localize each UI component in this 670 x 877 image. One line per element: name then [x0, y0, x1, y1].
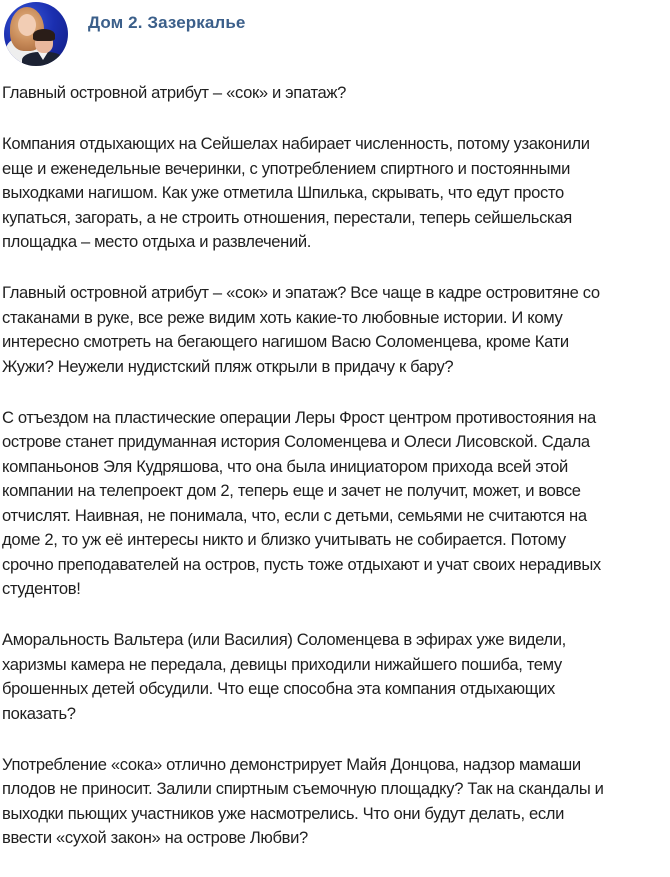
paragraph-line: компаньонов Эля Кудряшова, что она была инициатором прихода всей этой — [2, 456, 568, 476]
paragraph-line: Аморальность Вальтера (или Василия) Соломенцева в эфирах уже видели, — [2, 630, 566, 649]
paragraph-line: плодов не приносит. Залили спиртным съемочную площадку? Так на скандалы и — [2, 779, 604, 798]
paragraph-line: харизмы камера не передала, девицы приходили нижайшего пошиба, тему — [2, 654, 562, 674]
paragraph-line: купаться, загорать, а не строить отношения, перестали, теперь сейшельская — [2, 207, 572, 227]
paragraph-2 — [2, 281, 670, 379]
paragraph-line: С отъездом на пластические операции Леры Фрост центром противостояния на — [2, 407, 596, 427]
paragraph-line: компании на телепроект дом 2, теперь еще и зачет не получит, может, и вовсе — [2, 481, 581, 500]
paragraph-5 — [2, 753, 670, 851]
paragraph-line: показать? — [2, 703, 76, 723]
paragraph-line: студентов! — [2, 579, 81, 598]
headline-text: Главный островной атрибут – «сок» и эпатаж? — [2, 83, 347, 102]
paragraph-line: выходками нагишом. Как уже отметила Шпилька, скрывать, что едут просто — [2, 183, 564, 202]
community-name-link[interactable]: Дом 2. Зазеркалье — [88, 13, 246, 32]
paragraph-line: брошенных детей обсудили. Что еще способна эта компания отдыхающих — [2, 679, 555, 698]
paragraph-3 — [2, 406, 670, 602]
paragraph-line: Компания отдыхающих на Сейшелах набирает численность, потому узаконили — [2, 134, 590, 153]
paragraph-line: срочно преподавателей на остров, пусть тоже отдыхают и учат своих нерадивых — [2, 554, 601, 574]
avatar-photo-figure — [33, 29, 55, 41]
paragraph-line: площадка – место отдыха и развлечений. — [2, 232, 312, 251]
paragraph-line: доме 2, то уж её интересы никто и близко учитывать не собирается. Потому — [2, 530, 566, 549]
paragraph-line: ввести «сухой закон» на острове Любви? — [2, 828, 308, 847]
post-headline — [2, 81, 670, 106]
paragraph-line: острове станет придуманная история Соломенцева и Олеси Лисовской. Сдала — [2, 432, 590, 451]
paragraph-line: стаканами в руке, все реже видим хоть какие-то любовные истории. И кому — [2, 307, 563, 327]
paragraph-line: Жужи? Неужели нудистский пляж открыли в придачу к бару? — [2, 356, 454, 376]
post-header — [4, 0, 245, 68]
paragraph-4 — [2, 628, 670, 726]
paragraph-line: отчислят. Наивная, не понимала, что, если с детьми, семьями не считаются на — [2, 505, 587, 525]
post-body — [2, 81, 670, 877]
paragraph-1 — [2, 132, 670, 255]
community-avatar[interactable] — [4, 2, 68, 66]
paragraph-line: еще и еженедельные вечеринки, с употреблением спиртного и постоянными — [2, 158, 571, 178]
paragraph-line: Употребление «сока» отлично демонстрирует Майя Донцова, надзор мамаши — [2, 754, 581, 774]
paragraph-line: выходки пьющих участников уже насмотрелись. Что они будут делать, если — [2, 803, 565, 823]
paragraph-line: интересно смотреть на бегающего нагишом Васю Соломенцева, кроме Кати — [2, 332, 569, 351]
paragraph-line: Главный островной атрибут – «сок» и эпатаж? Все чаще в кадре островитяне со — [2, 283, 600, 302]
